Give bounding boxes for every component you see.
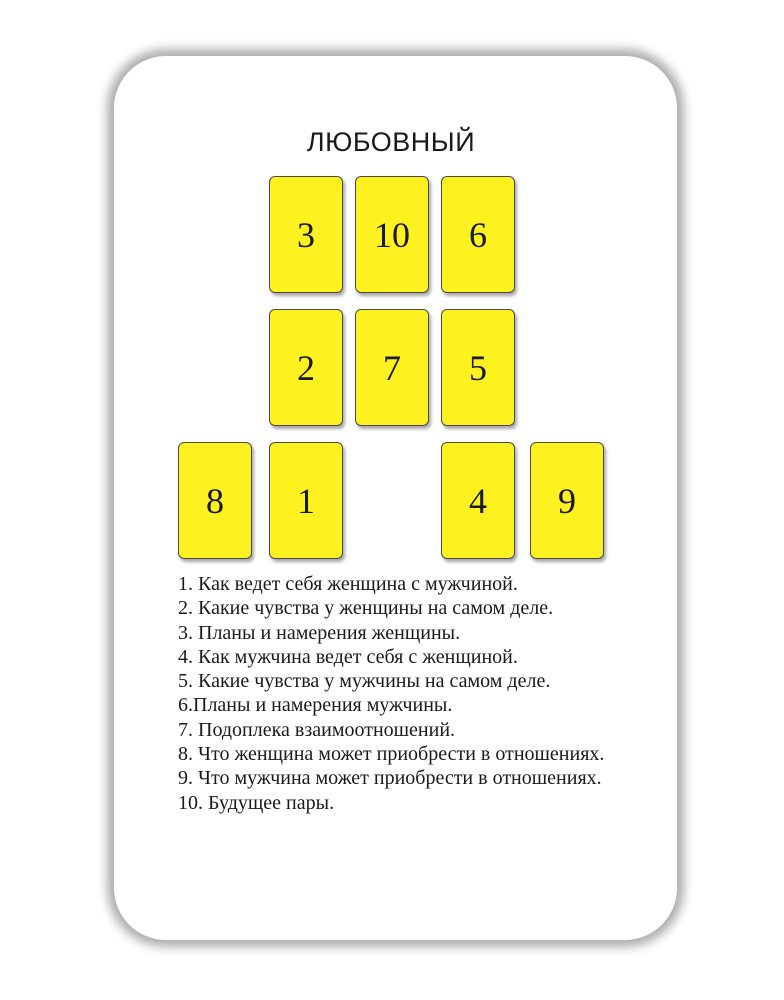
card-position-3: 3 xyxy=(269,176,343,293)
legend-item: 10. Будущее пары. xyxy=(178,791,335,814)
legend-item: 9. Что мужчина может приобрести в отношениях. xyxy=(178,767,602,790)
legend-item: 4. Как мужчина ведет себя с женщиной. xyxy=(178,645,518,668)
spread-title-text: ЛЮБОВНЫЙ xyxy=(306,127,476,157)
card-position-2: 2 xyxy=(269,309,343,426)
legend-item: 5. Какие чувства у мужчины на самом деле. xyxy=(178,670,551,693)
legend-item: 2. Какие чувства у женщины на самом деле. xyxy=(178,597,554,620)
spread-title xyxy=(0,127,784,158)
legend-item: 7. Подоплека взаимоотношений. xyxy=(178,718,456,741)
card-position-5: 5 xyxy=(441,309,515,426)
legend-item: 3. Планы и намерения женщины. xyxy=(178,621,461,644)
card-position-4: 4 xyxy=(441,442,515,559)
card-position-10: 10 xyxy=(355,176,429,293)
legend-item: 8. Что женщина может приобрести в отношениях. xyxy=(178,743,605,766)
card-position-7: 7 xyxy=(355,309,429,426)
legend-item: 1. Как ведет себя женщина с мужчиной. xyxy=(178,573,518,595)
card-position-9: 9 xyxy=(530,442,604,559)
card-position-1: 1 xyxy=(269,442,343,559)
card-position-6: 6 xyxy=(441,176,515,293)
card-position-8: 8 xyxy=(178,442,252,559)
position-legend xyxy=(178,572,606,815)
legend-item: 6.Планы и намерения мужчины. xyxy=(178,694,453,717)
